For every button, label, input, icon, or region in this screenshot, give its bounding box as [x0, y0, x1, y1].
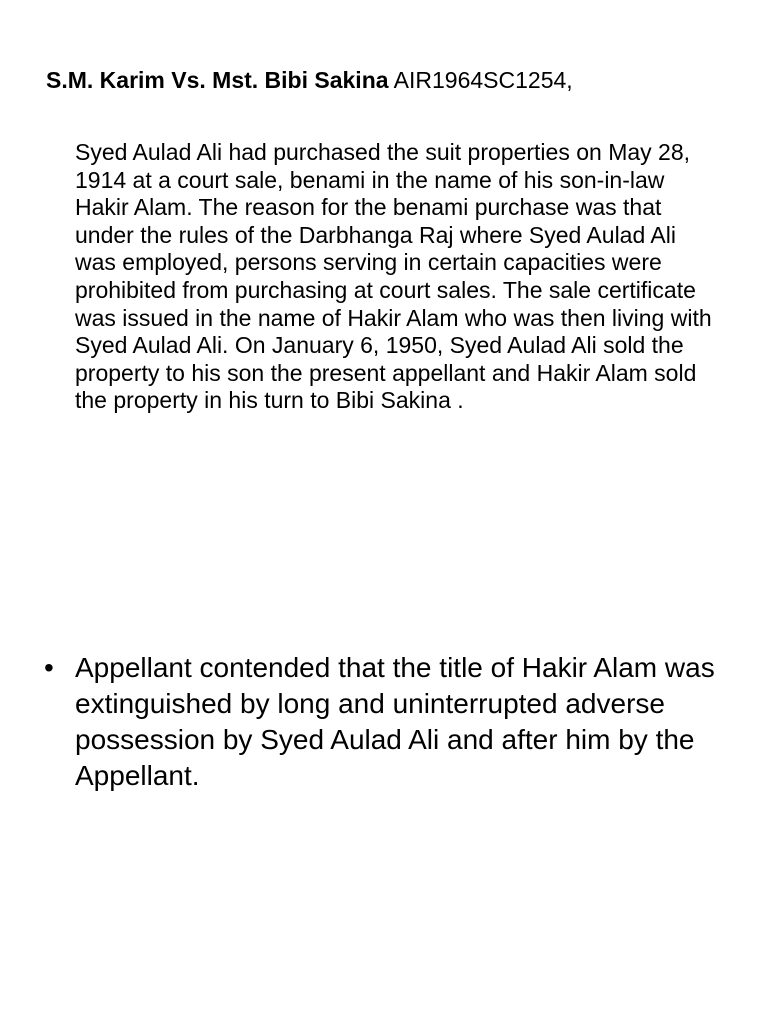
case-citation: AIR1964SC1254,	[393, 67, 573, 93]
facts-paragraph: Syed Aulad Ali had purchased the suit properties on May 28, 1914 at a court sale, benami in the name of his son-in-law Hakir Alam. The reason for the benami purchase was that under the rules of the Darbhanga Raj where Syed Aulad Ali was employed, persons serving in certain capacities were prohibited from purchasing at court sales. The sale certificate was issued in the name of Hakir Alam who was then living with Syed Aulad Ali. On January 6, 1950, Syed Aulad Ali sold the property to his son the present appellant and Hakir Alam sold the property in his turn to Bibi Sakina .	[75, 139, 712, 414]
case-title: S.M. Karim Vs. Mst. Bibi Sakina	[46, 67, 389, 93]
bullet-icon: •	[44, 652, 54, 683]
bullet-item-text: Appellant contended that the title of Hakir Alam was extinguished by long and uninterrupted adverse possession by Syed Aulad Ali and after him by the Appellant.	[75, 652, 715, 791]
bullet-list	[44, 650, 734, 794]
case-heading	[46, 66, 746, 94]
